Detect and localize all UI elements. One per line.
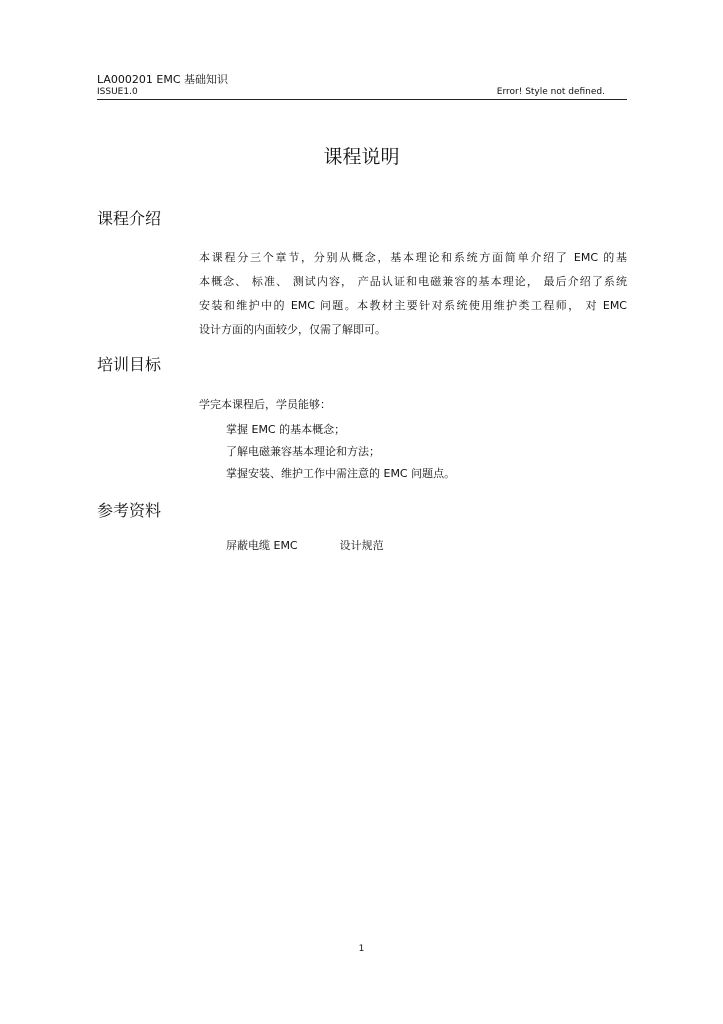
goals-lead: 学完本课程后，学员能够： bbox=[199, 398, 331, 411]
reference-item bbox=[226, 539, 384, 552]
header-style-error: Error! Style not defined. bbox=[496, 87, 605, 97]
page-title: 课程说明 bbox=[323, 146, 400, 168]
header-issue: ISSUE1.0 bbox=[97, 87, 138, 97]
goal-item-1: 掌握 EMC 的基本概念； bbox=[226, 423, 346, 436]
intro-line-3: 安装和维护中的 EMC 问题。本教材主要针对系统使用维护类工程师， 对 EMC bbox=[199, 299, 627, 312]
reference-item-part1: 屏蔽电缆 EMC bbox=[226, 539, 298, 552]
header-divider bbox=[97, 99, 627, 100]
goal-item-3: 掌握安装、维护工作中需注意的 EMC 问题点。 bbox=[226, 467, 456, 480]
intro-paragraph bbox=[199, 246, 627, 342]
header-course-title: LA000201 EMC 基础知识 bbox=[97, 73, 229, 86]
section-heading-goals: 培训目标 bbox=[97, 355, 162, 374]
goal-item-2: 了解电磁兼容基本理论和方法； bbox=[226, 445, 380, 458]
page-number: 1 bbox=[358, 944, 365, 954]
reference-item-part2: 设计规范 bbox=[339, 539, 384, 552]
intro-line-2: 本概念、 标准、 测试内容， 产品认证和电磁兼容的基本理论， 最后介绍了系统 bbox=[199, 275, 627, 288]
section-heading-refs: 参考资料 bbox=[97, 501, 162, 520]
header-issue-row bbox=[97, 87, 627, 98]
section-heading-intro: 课程介绍 bbox=[97, 209, 162, 228]
intro-line-4: 设计方面的内面较少，仅需了解即可。 bbox=[199, 323, 386, 336]
intro-line-1: 本课程分三个章节，分别从概念，基本理论和系统方面简单介绍了 EMC 的基 bbox=[199, 251, 627, 264]
